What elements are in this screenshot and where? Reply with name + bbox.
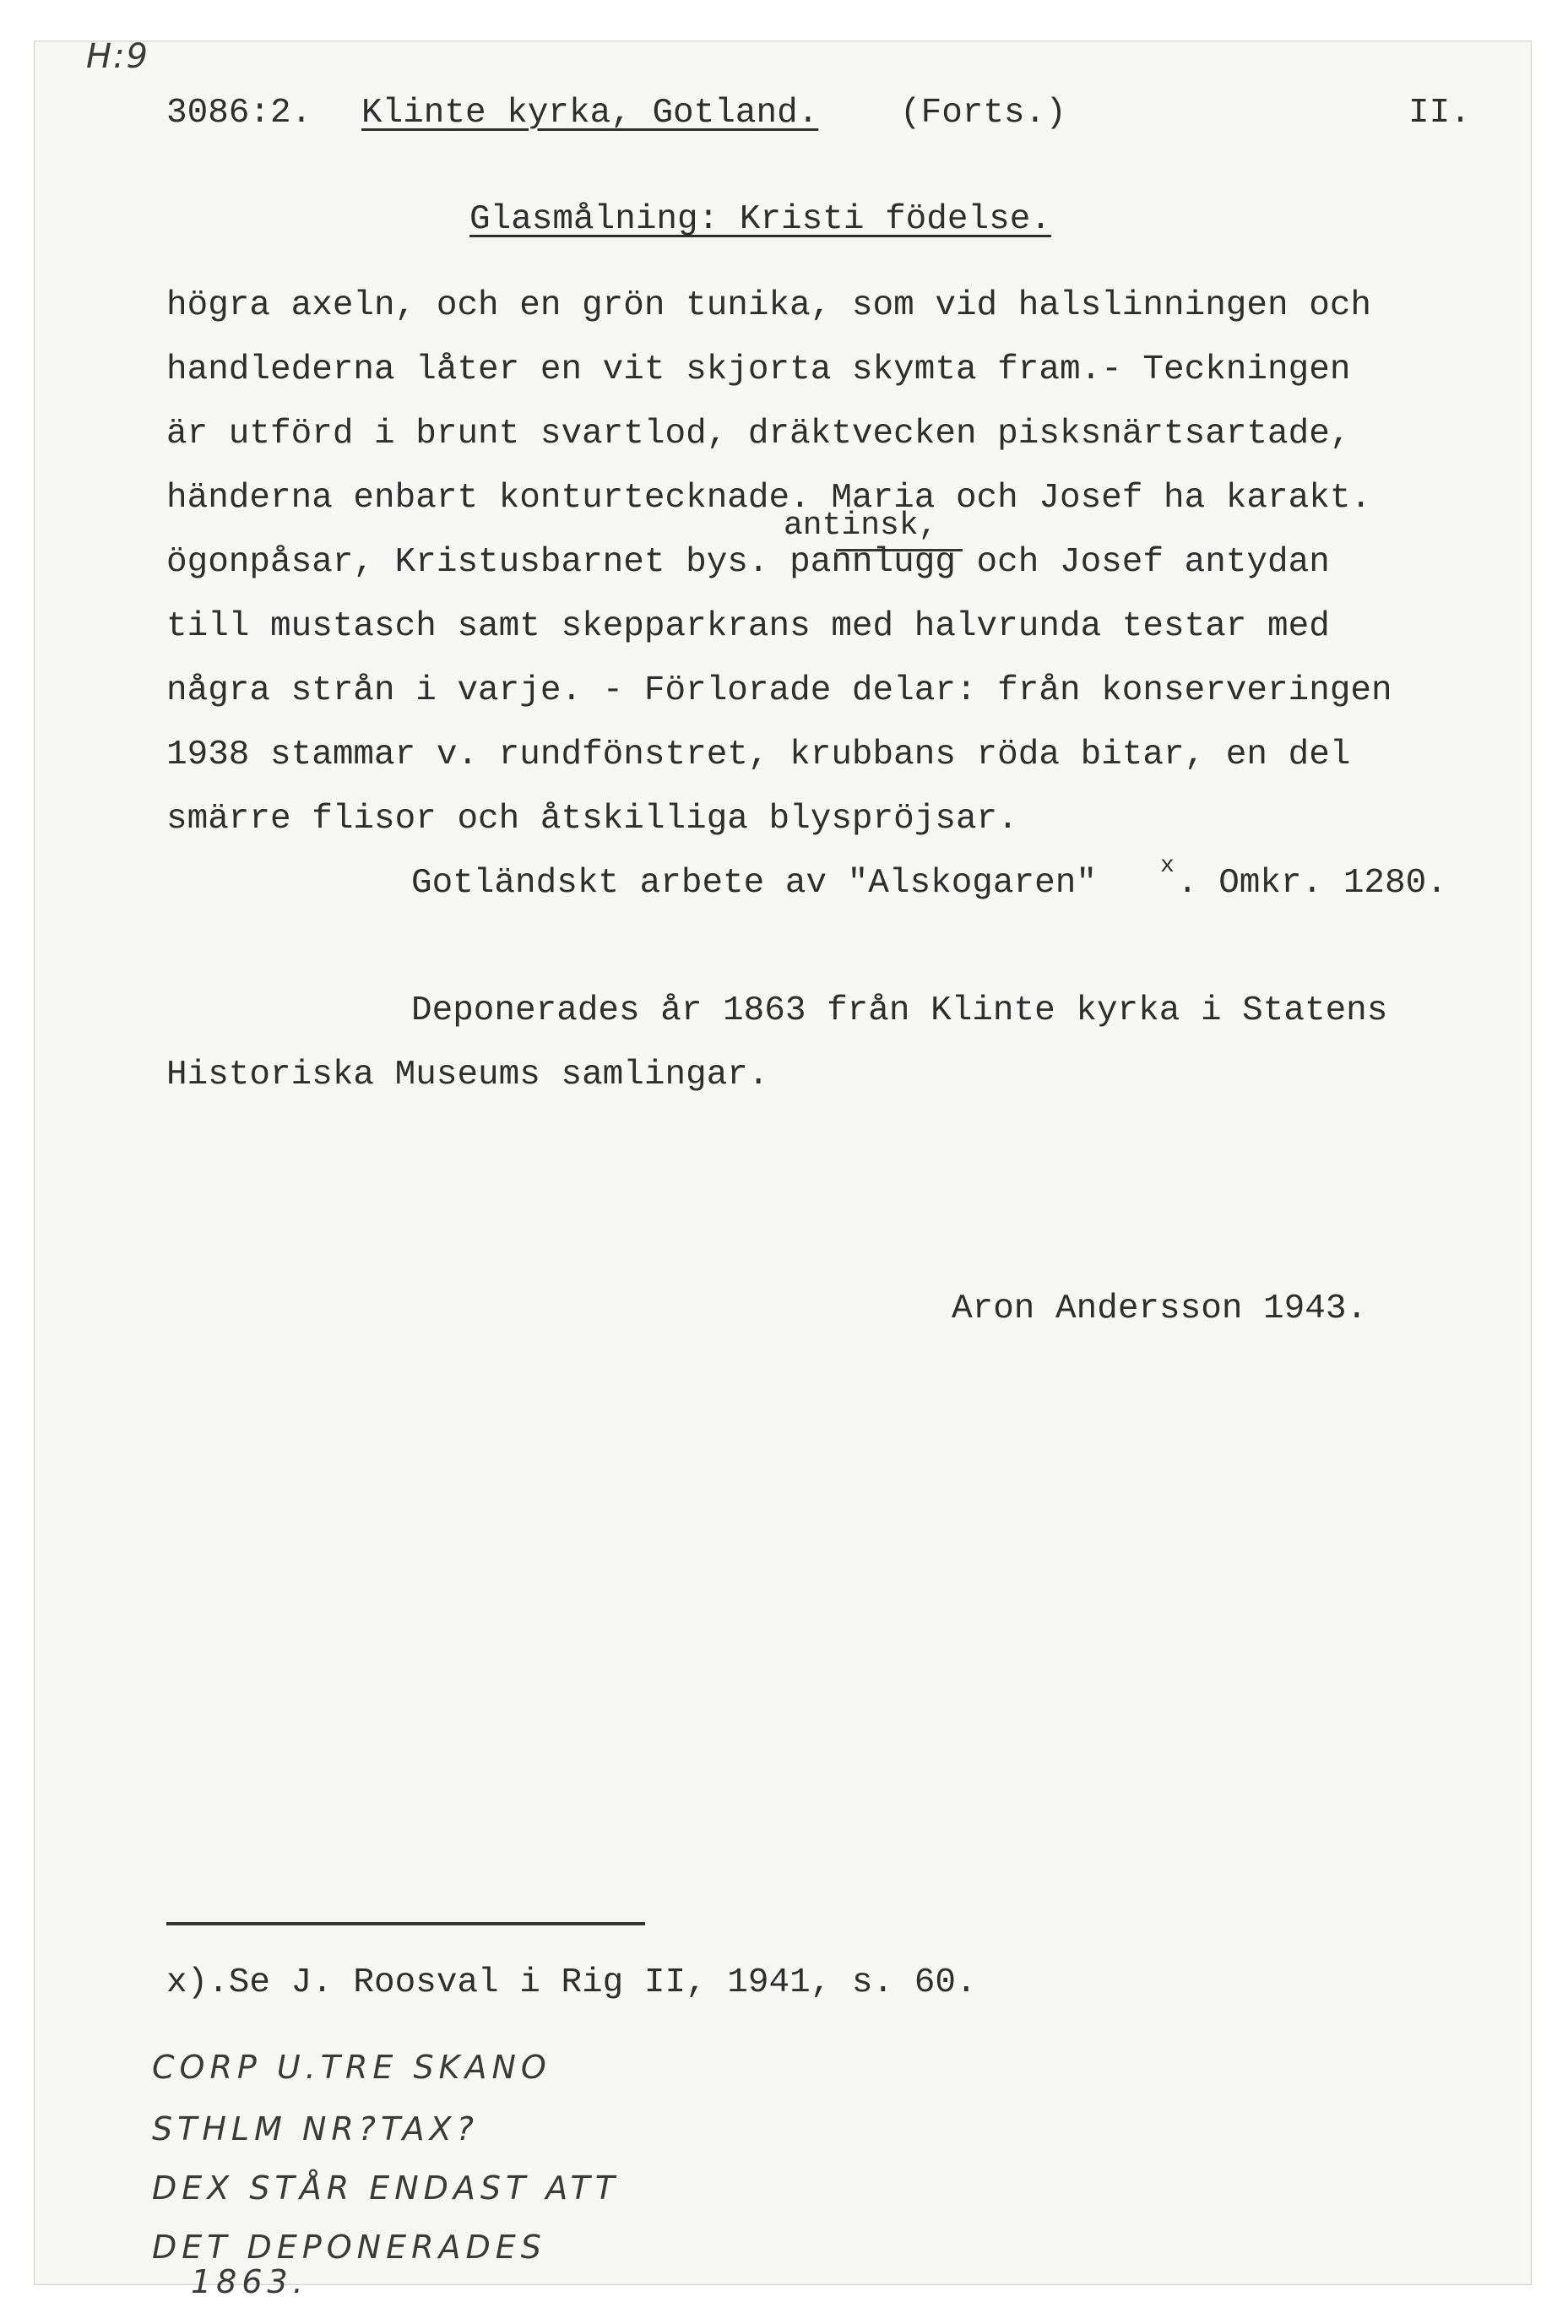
handwritten-note-5: 1863. <box>191 2263 308 2300</box>
handwritten-corner-mark: H:9 <box>86 37 150 76</box>
body-line-2: handlederna låter en vit skjorta skymta fram.- Teckningen <box>166 350 1351 389</box>
header-continuation: (Forts.) <box>900 94 1066 133</box>
header-title: Klinte kyrka, Gotland. <box>361 94 819 133</box>
page-number: II. <box>1408 94 1471 133</box>
attribution-date: . Omkr. 1280. <box>1177 864 1447 903</box>
footnote-marker: x <box>1160 853 1175 879</box>
body-line-1: högra axeln, och en grön tunika, som vid halslinningen och <box>166 286 1372 325</box>
author-signature: Aron Andersson 1943. <box>952 1290 1368 1328</box>
body-line-8: 1938 stammar v. rundfönstret, krubbans röda bitar, en del <box>166 736 1351 774</box>
handwritten-note-1: CORP U.TRE SKANO <box>152 2049 551 2086</box>
body-line-3: är utförd i brunt svartlod, dräktvecken pisksnärtsartade, <box>166 415 1351 453</box>
deposit-line-2: Historiska Museums samlingar. <box>166 1056 769 1094</box>
body-line-5: ögonpåsar, Kristusbarnet bys. pannlugg och Josef antydan <box>166 543 1330 582</box>
interlinear-insertion: antinsk, <box>784 508 938 544</box>
handwritten-note-4: DET DEPONERADES <box>152 2229 546 2266</box>
handwritten-note-3: DEX STÅR ENDAST ATT <box>152 2169 620 2207</box>
body-line-7: några strån i varje. - Förlorade delar: från konserveringen <box>166 671 1392 710</box>
attribution: Gotländskt arbete av "Alskogaren" <box>411 864 1097 903</box>
footnote: x).Se J. Roosval i Rig II, 1941, s. 60. <box>166 1963 977 2002</box>
footnote-divider <box>166 1922 645 1925</box>
handwritten-note-2: STHLM NR?TAX? <box>152 2110 479 2148</box>
catalog-number: 3086:2. <box>166 94 312 133</box>
body-line-4: händerna enbart konturtecknade. Maria och Josef ha karakt. <box>166 479 1372 518</box>
body-line-9: smärre flisor och åtskilliga blyspröjsar. <box>166 800 1018 839</box>
subject-heading: Glasmålning: Kristi födelse. <box>469 200 1051 239</box>
body-line-6: till mustasch samt skepparkrans med halvrunda testar med <box>166 607 1330 646</box>
deposit-line-1: Deponerades år 1863 från Klinte kyrka i Statens <box>411 991 1388 1030</box>
